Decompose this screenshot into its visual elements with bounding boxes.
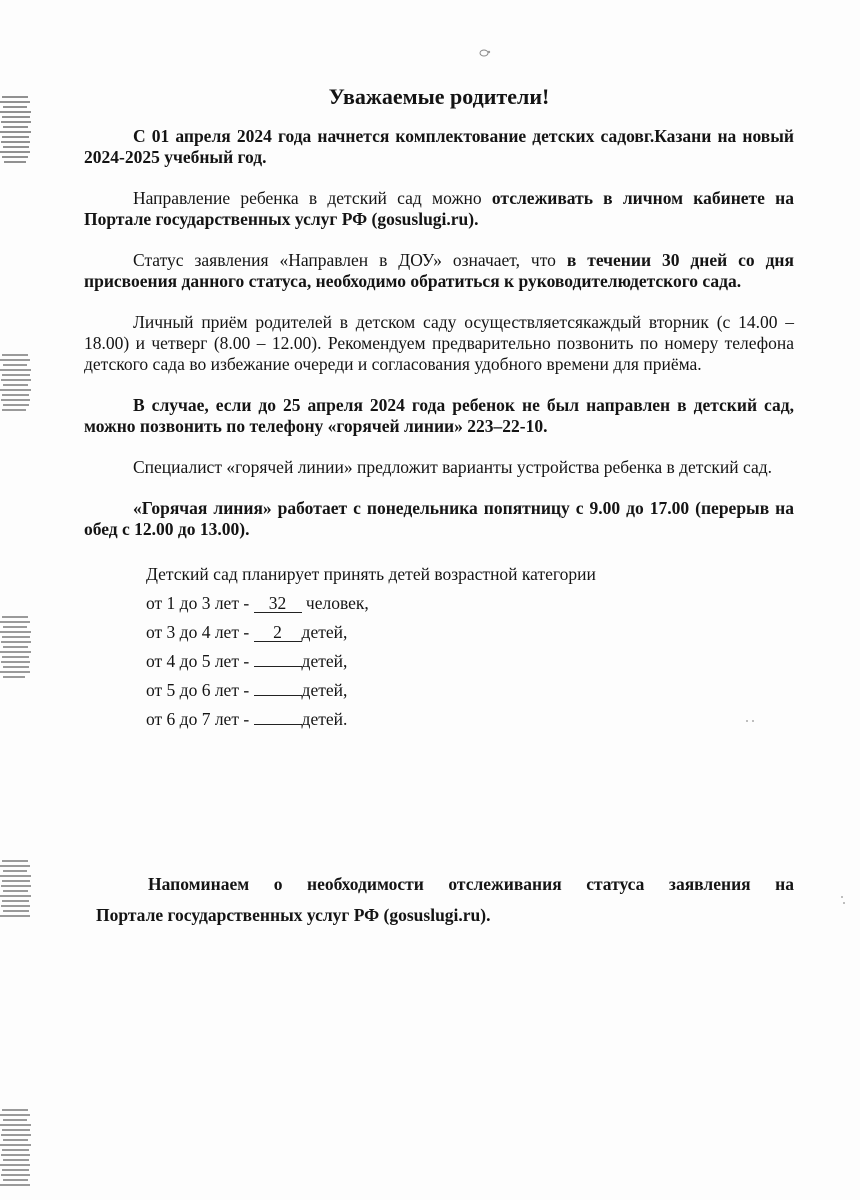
age-quota-label: от 3 до 4 лет - [146, 622, 254, 642]
age-quota-blank: 2 [254, 624, 302, 642]
age-quota-intro: Детский сад планирует принять детей возрастной категории [146, 564, 596, 584]
scan-margin-mark [0, 612, 34, 684]
tracking-bold-text: отслеживать в личном кабинете на Портале государственных услуг РФ (gosuslugi.ru). [84, 188, 794, 229]
age-quota-row [146, 618, 794, 647]
paragraph-hotline-specialist: Специалист «горячей линии» предложит варианты устройства ребенка в детский сад. [133, 457, 773, 477]
age-quota-row [146, 589, 794, 618]
age-quota-unit: детей, [301, 651, 348, 671]
age-quota-blank: 32 [254, 595, 302, 613]
age-quota-unit: детей, [301, 622, 348, 642]
age-quota-label: от 6 до 7 лет - [146, 709, 254, 729]
scan-speck [478, 48, 492, 58]
age-quota-unit: детей, [301, 680, 348, 700]
paragraph-hotline-hours [84, 498, 794, 540]
age-quota-row [146, 676, 794, 705]
enrollment-start-text: С 01 апреля 2024 года начнется комплектование детских садовг.Казани на новый 2024-2025 учебный год. [84, 126, 794, 167]
hotline-hours-text: «Горячая линия» работает с понедельника попятницу с 9.00 до 17.00 (перерыв на обед с 12.00 до 13.00). [84, 498, 794, 539]
status-text: Статус заявления «Направлен в ДОУ» означает, что [133, 250, 567, 270]
age-quota-label: от 5 до 6 лет - [146, 680, 254, 700]
closing-reminder [96, 869, 794, 931]
paragraph-hotline-phone [84, 395, 794, 437]
paragraph-status [84, 250, 794, 292]
paragraph-enrollment-start [84, 126, 794, 168]
age-quota-blank [254, 666, 302, 667]
tracking-text: Направление ребенка в детский сад можно [133, 188, 492, 208]
age-quota-unit: человек, [301, 593, 369, 613]
age-quota-row [146, 705, 794, 734]
scan-margin-mark [0, 350, 34, 418]
age-quota-label: от 4 до 5 лет - [146, 651, 254, 671]
page-title: Уважаемые родители! [328, 84, 550, 109]
age-quota-list [146, 560, 794, 734]
scan-margin-mark [0, 92, 34, 172]
scan-margin-mark [0, 856, 34, 926]
reminder-line-2: Портале государственных услуг РФ (gosuslugi.ru). [96, 905, 491, 925]
age-quota-row [146, 647, 794, 676]
paragraph-tracking [84, 188, 794, 230]
scan-margin-mark [0, 1105, 34, 1195]
letter-body [84, 84, 794, 734]
age-quota-label: от 1 до 3 лет - [146, 593, 254, 613]
scan-speck [838, 893, 848, 907]
age-quota-unit: детей. [301, 709, 348, 729]
hotline-phone-text: В случае, если до 25 апреля 2024 года ребенок не был направлен в детский сад, можно позвонить по телефону «горячей линии» 223–22-10. [84, 395, 794, 436]
age-quota-blank [254, 695, 302, 696]
age-quota-blank [254, 724, 302, 725]
paragraph-reception-hours: Личный приём родителей в детском саду осуществляетсякаждый вторник (с 14.00 – 18.00) и четверг (8.00 – 12.00). Рекомендуем предварительно позвонить по номеру телефона детского сада во избежание очереди и согласования удобного времени для приёма. [84, 312, 794, 374]
status-bold-text: в течении 30 дней со дня присвоения данного статуса, необходимо обратиться к руководителюдетского сада. [84, 250, 794, 291]
reminder-line-1: Напоминаем о необходимости отслеживания статуса заявления на [148, 874, 794, 894]
